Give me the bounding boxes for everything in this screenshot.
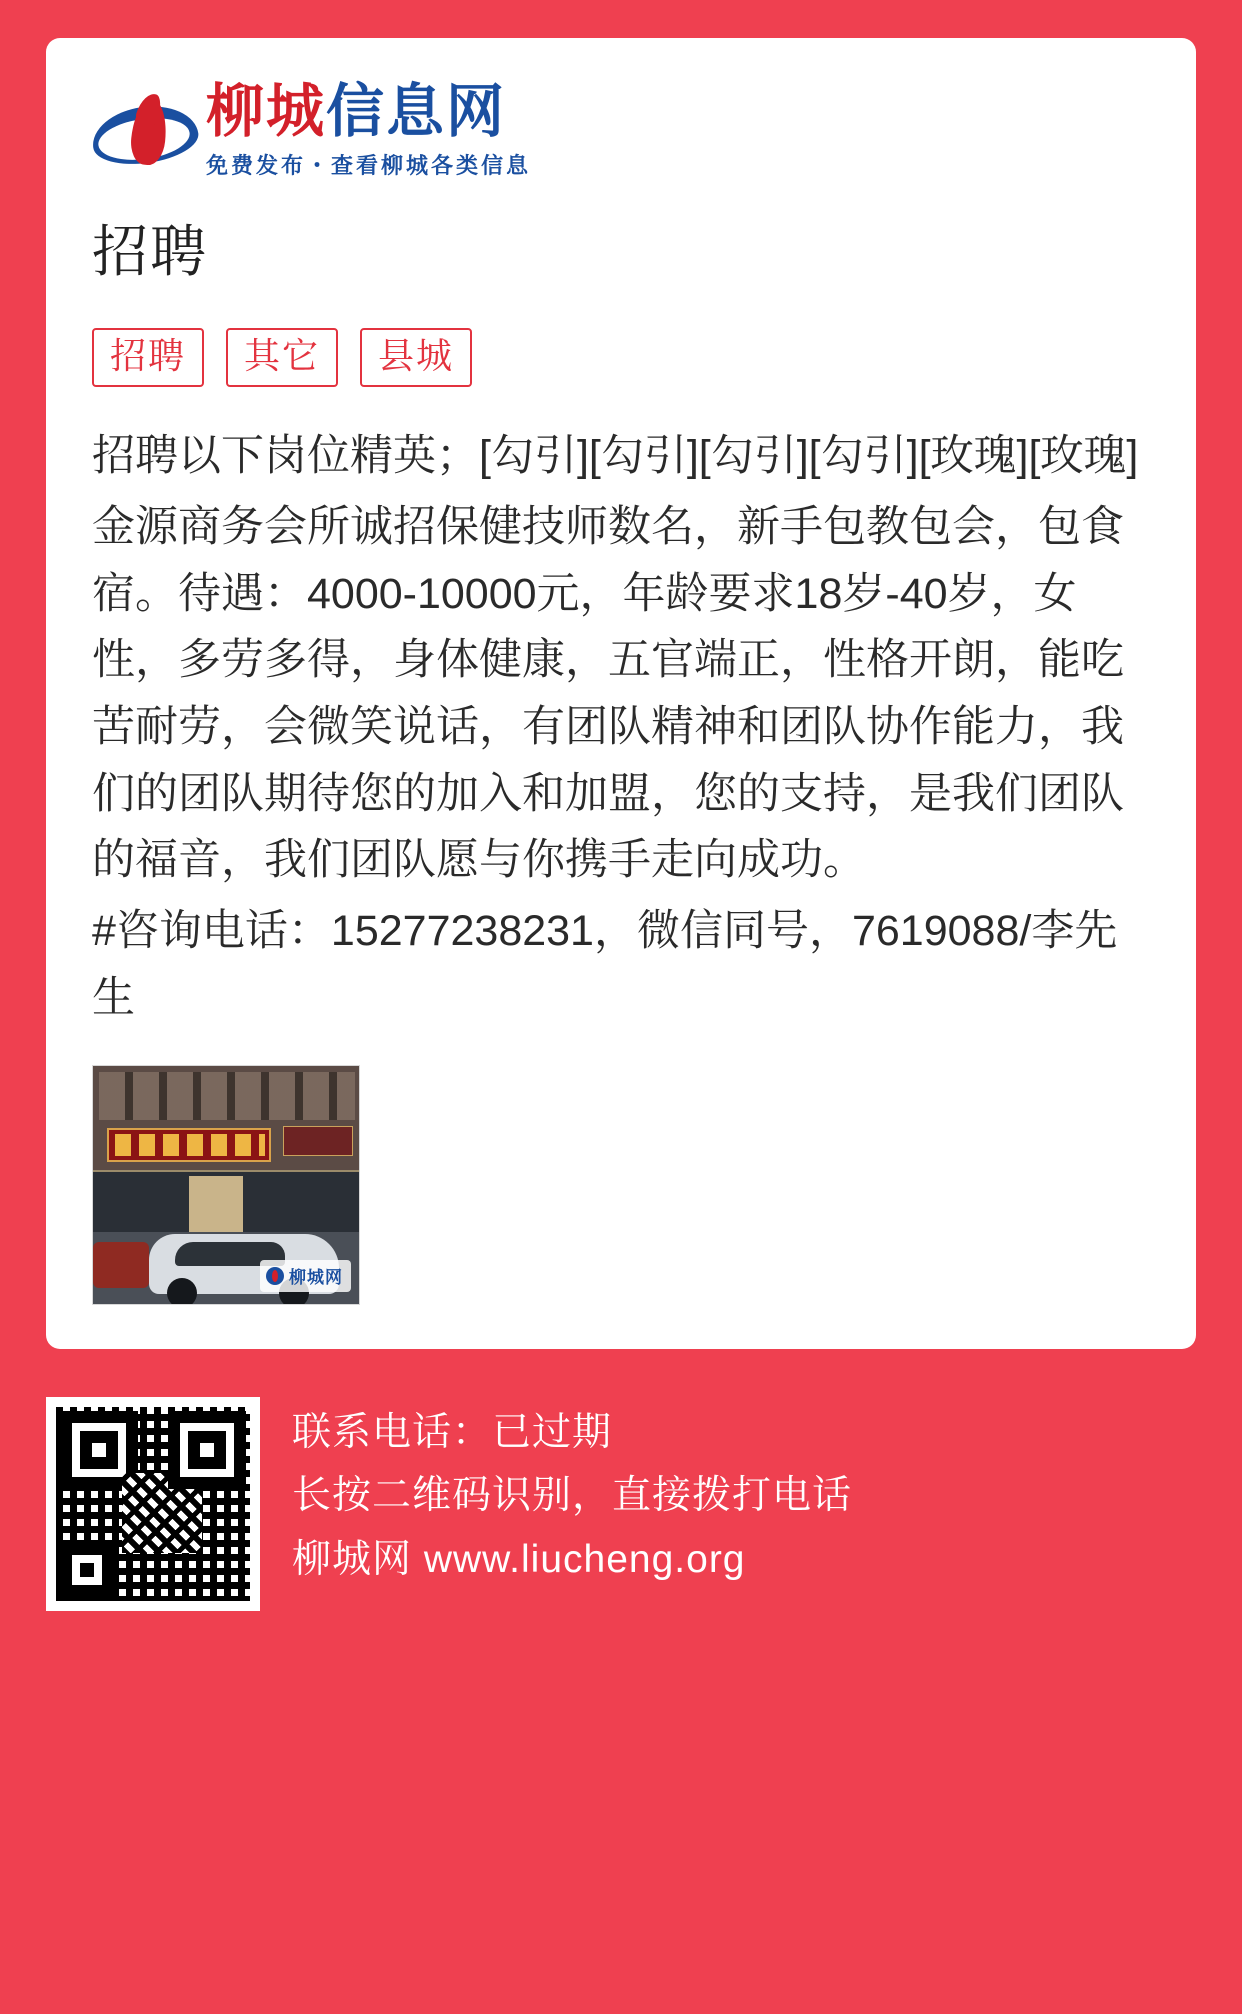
site-name-suffix: 信息网 <box>326 79 507 144</box>
footer-text <box>292 1397 852 1591</box>
tag-location[interactable]: 县城 <box>360 328 472 388</box>
post-card <box>46 38 1196 1349</box>
tag-category[interactable]: 招聘 <box>92 328 204 388</box>
tag-subcategory[interactable]: 其它 <box>226 328 338 388</box>
page-title: 招聘 <box>92 219 208 283</box>
site-name <box>206 79 531 144</box>
qr-code[interactable] <box>46 1397 260 1611</box>
watermark-logo-icon <box>266 1267 284 1285</box>
post-paragraph-2: 金源商务会所诚招保健技师数名，新手包教包会，包食宿。待遇：4000-10000元，年龄要求18岁-40岁，女性，多劳多得，身体健康，五官端正，性格开朗，能吃苦耐劳，会微笑说话，有团队精神和团队协作能力，我们的团队期待您的加入和加盟，您的支持，是我们团队的福音，我们团队愿与你携手走向成功。 <box>92 503 1124 885</box>
qr-code-pattern <box>56 1407 250 1601</box>
site-logo[interactable] <box>92 79 1150 180</box>
site-name-prefix: 柳城 <box>206 79 327 144</box>
site-logo-text <box>206 79 532 180</box>
site-url[interactable]: 柳城网 www.liucheng.org <box>292 1537 746 1581</box>
post-paragraph-3: #咨询电话：15277238231，微信同号，7619088/李先生 <box>92 906 1118 1022</box>
post-paragraph-1: 招聘以下岗位精英；[勾引][勾引][勾引][勾引][玫瑰][玫瑰] <box>92 432 1139 481</box>
site-slogan: 免费发布・查看柳城各类信息 <box>206 152 532 178</box>
post-image-wrapper <box>92 1065 1150 1305</box>
watermark-label: 柳城网 <box>289 1268 343 1288</box>
liucheng-flame-logo-icon <box>92 89 198 173</box>
image-watermark <box>260 1260 351 1292</box>
post-body <box>92 423 1150 1031</box>
footer <box>0 1349 1242 1611</box>
contact-phone-status: 联系电话：已过期 <box>292 1411 613 1455</box>
post-image[interactable] <box>92 1065 360 1305</box>
qr-hint: 长按二维码识别，直接拨打电话 <box>292 1474 853 1518</box>
tag-list <box>92 328 1150 388</box>
